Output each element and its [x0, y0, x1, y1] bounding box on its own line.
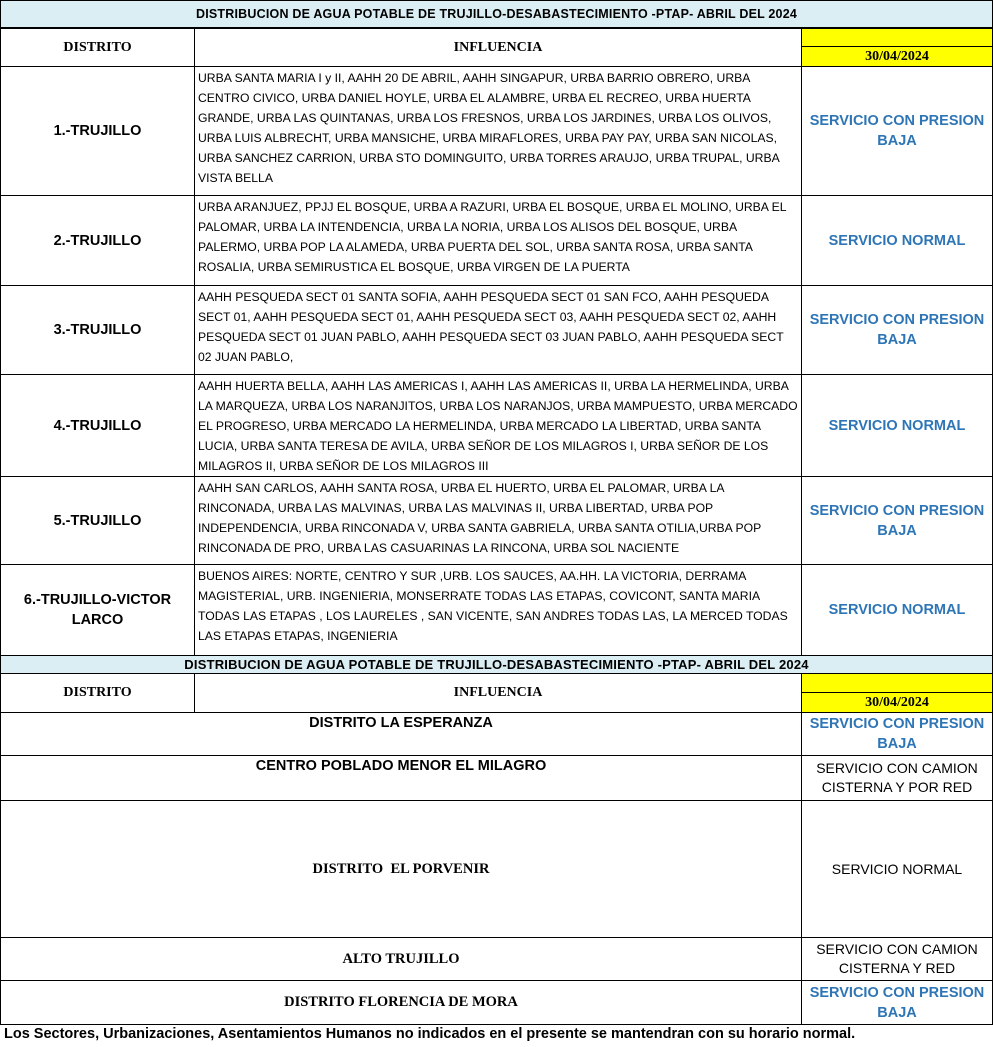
district-cell-3	[0, 285, 195, 375]
status-text: SERVICIO CON PRESION BAJA	[809, 113, 985, 149]
status-text: SERVICIO NORMAL	[831, 860, 963, 877]
area-name: DISTRITO LA ESPERANZA	[309, 715, 493, 731]
area-status-5	[801, 980, 993, 1025]
header-distrito	[0, 28, 195, 67]
status-cell-3	[801, 285, 993, 375]
status-text: SERVICIO NORMAL	[828, 417, 966, 434]
header2-date	[801, 692, 993, 713]
district-name: 6.-TRUJILLO-VICTOR LARCO	[23, 592, 172, 628]
table-title-text: DISTRIBUCION DE AGUA POTABLE DE TRUJILLO-DESABASTECIMIENTO -PTAP- ABRIL DEL 2024	[196, 7, 797, 21]
status-text: SERVICIO CON PRESION BAJA	[809, 312, 985, 348]
district-cell-2	[0, 195, 195, 286]
status-cell-5	[801, 476, 993, 565]
influence-text: URBA ARANJUEZ, PPJJ EL BOSQUE, URBA A RAZURI, URBA EL BOSQUE, URBA EL MOLINO, URBA EL PALOMAR, URBA LA INTENDENCIA, URBA LA NORIA, URBA LOS ALISOS DEL BOSQUE, URBA PALERMO, URBA POP LA ALAMEDA, URBA PUERTA DEL SOL, URBA SANTA ROSA, URBA SANTA ROSALIA, URBA SEMIRUSTICA EL BOSQUE, URBA VIRGEN DE LA PUERTA	[198, 200, 787, 274]
status-text: SERVICIO NORMAL	[828, 232, 966, 249]
influence-cell-5	[194, 476, 802, 565]
district-name: 3.-TRUJILLO	[53, 322, 142, 338]
influence-text: URBA SANTA MARIA I y II, AAHH 20 DE ABRIL, AAHH SINGAPUR, URBA BARRIO OBRERO, URBA CENTRO CIVICO, URBA DANIEL HOYLE, URBA EL ALAMBRE, URBA EL RECREO, URBA HUERTA GRANDE, URBA LAS QUINTANAS, URBA LOS FRESNOS, URBA LOS JARDINES, URBA LOS OLIVOS, URBA LUIS ALBRECHT, URBA MANSICHE, URBA MIRAFLORES, URBA PAY PAY, URBA SAN NICOLAS, URBA SANCHEZ CARRION, URBA STO DOMINGUITO, URBA TORRES ARAUJO, URBA TRUPAL, URBA VISTA BELLA	[198, 71, 780, 185]
header-date-text: 30/04/2024	[865, 49, 929, 64]
area-cell-3	[0, 800, 802, 938]
influence-text: AAHH SAN CARLOS, AAHH SANTA ROSA, URBA EL HUERTO, URBA EL PALOMAR, URBA LA RINCONADA, URBA LAS MALVINAS, URBA LAS MALVINAS II, URBA LIBERTAD, URBA POP INDEPENDENCIA, URBA RINCONADA V, URBA SANTA GABRIELA, URBA SANTA OTILIA,URBA POP RINCONADA DE PRO, URBA LAS CASUARINAS LA RINCONA, URBA SOL NACIENTE	[198, 481, 762, 555]
influence-cell-2	[194, 195, 802, 286]
district-name: 5.-TRUJILLO	[53, 512, 142, 529]
area-name: DISTRITO EL PORVENIR	[312, 860, 490, 877]
status-cell-2	[801, 195, 993, 286]
header-distrito-text: DISTRITO	[63, 39, 132, 55]
status-text: SERVICIO CON PRESION BAJA	[809, 502, 985, 539]
status-cell-6	[801, 564, 993, 656]
area-status-3	[801, 800, 993, 938]
header-date	[801, 46, 993, 67]
district-cell-5	[0, 476, 195, 565]
influence-cell-4	[194, 374, 802, 477]
area-status-1	[801, 712, 993, 756]
district-name: 1.-TRUJILLO	[53, 123, 142, 139]
footer-note: Los Sectores, Urbanizaciones, Asentamientos Humanos no indicados en el presente se mantendran con su horario normal.	[4, 1026, 856, 1042]
status-text: SERVICIO CON PRESION BAJA	[809, 716, 985, 752]
area-cell-4	[0, 937, 802, 981]
district-cell-4	[0, 374, 195, 477]
status-cell-1	[801, 66, 993, 196]
influence-text: AAHH PESQUEDA SECT 01 SANTA SOFIA, AAHH PESQUEDA SECT 01 SAN FCO, AAHH PESQUEDA SECT 01, AAHH PESQUEDA SECT 01, AAHH PESQUEDA SECT 03, AAHH PESQUEDA SECT 02, AAHH PESQUEDA SECT 01 JUAN PABLO, AAHH PESQUEDA SECT 03 JUAN PABLO, AAHH PESQUEDA SECT 02 JUAN PABLO,	[198, 290, 784, 364]
header-date-top	[801, 28, 993, 47]
influence-text: BUENOS AIRES: NORTE, CENTRO Y SUR ,URB. LOS SAUCES, AA.HH. LA VICTORIA, DERRAMA MAGISTERIAL, URB. INGENIERIA, MONSERRATE TODAS LAS ETAPAS, COVICONT, SANTA MARIA TODAS LAS ETAPAS , LOS LAURELES , SAN VICENTE, SAN ANDRES TODAS LAS, LA MERCED TODAS LAS ETAPAS ETAPAS, INGENIERIA	[198, 569, 788, 643]
area-name: DISTRITO FLORENCIA DE MORA	[284, 994, 518, 1010]
status-text: SERVICIO CON PRESION BAJA	[809, 984, 985, 1021]
area-name: CENTRO POBLADO MENOR EL MILAGRO	[255, 758, 547, 774]
influence-cell-6	[194, 564, 802, 656]
header2-influencia-text: INFLUENCIA	[453, 685, 543, 700]
header-influencia-text: INFLUENCIA	[453, 39, 543, 55]
header2-influencia	[194, 673, 802, 713]
area-cell-1	[0, 712, 802, 756]
area-cell-5	[0, 980, 802, 1025]
status-text: SERVICIO CON CAMION CISTERNA Y RED	[816, 941, 978, 976]
area-name: ALTO TRUJILLO	[342, 950, 460, 967]
area-status-4	[801, 937, 993, 981]
district-name: 2.-TRUJILLO	[53, 232, 142, 249]
influence-text: AAHH HUERTA BELLA, AAHH LAS AMERICAS I, AAHH LAS AMERICAS II, URBA LA HERMELINDA, URBA LA MARQUEZA, URBA LOS NARANJITOS, URBA LOS NARANJOS, URBA MAMPUESTO, URBA MERCADO EL PROGRESO, URBA MERCADO LA HERMELINDA, URBA MERCADO LA LIBERTAD, URBA SANTA LUCIA, URBA SANTA TERESA DE AVILA, URBA SEÑOR DE LOS MILAGROS I, URBA SEÑOR DE LOS MILAGROS II, URBA SEÑOR DE LOS MILAGROS III	[198, 379, 798, 473]
district-name: 4.-TRUJILLO	[53, 417, 142, 434]
header2-distrito	[0, 673, 195, 713]
table2-title-text: DISTRIBUCION DE AGUA POTABLE DE TRUJILLO-DESABASTECIMIENTO -PTAP- ABRIL DEL 2024	[184, 657, 809, 672]
table2-title	[0, 655, 993, 674]
status-text: SERVICIO NORMAL	[828, 602, 966, 618]
status-text: SERVICIO CON CAMION CISTERNA Y POR RED	[816, 760, 978, 795]
status-cell-4	[801, 374, 993, 477]
table-title	[0, 0, 993, 28]
header2-date-top	[801, 673, 993, 693]
header-influencia	[194, 28, 802, 67]
influence-cell-3	[194, 285, 802, 375]
header2-date-text: 30/04/2024	[865, 695, 929, 710]
header2-distrito-text: DISTRITO	[63, 685, 132, 700]
area-status-2	[801, 755, 993, 801]
area-cell-2	[0, 755, 802, 801]
influence-cell-1	[194, 66, 802, 196]
district-cell-1	[0, 66, 195, 196]
district-cell-6	[0, 564, 195, 656]
